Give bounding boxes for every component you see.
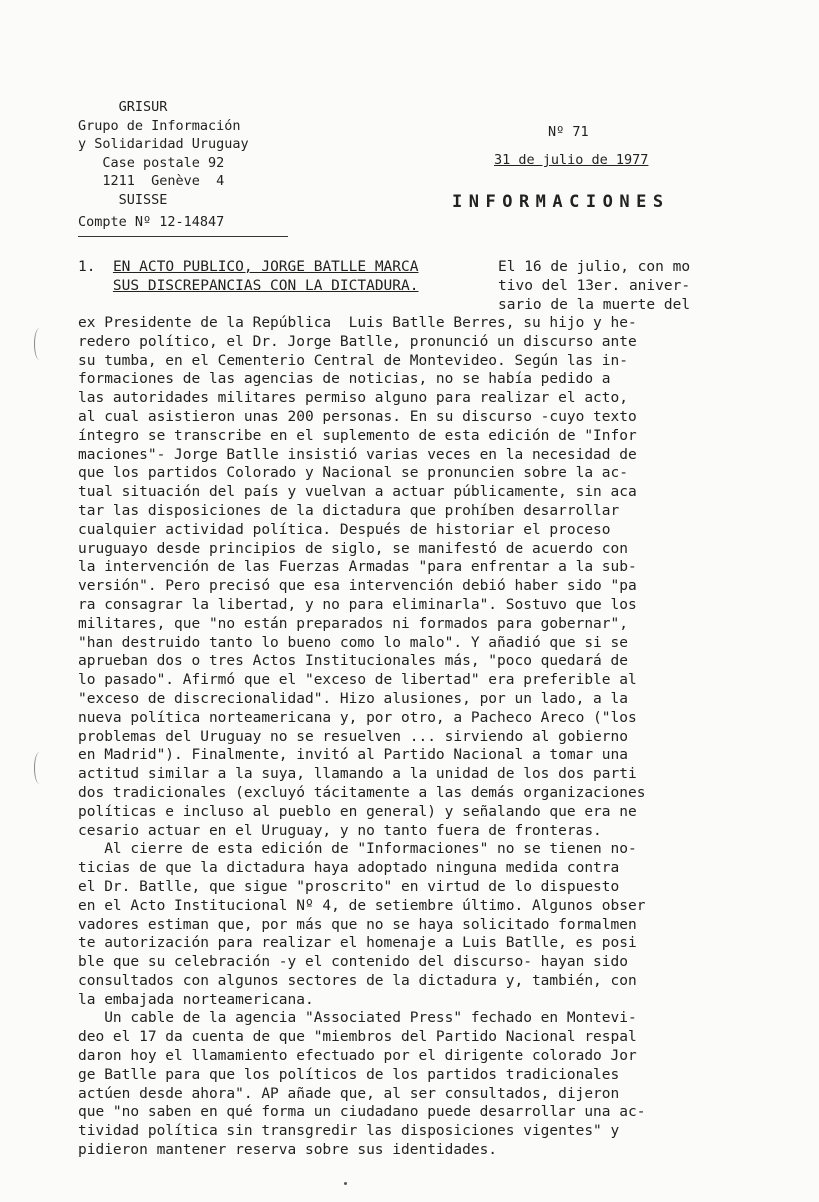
address-line: GRISUR bbox=[78, 99, 168, 115]
body-line: íntegro se transcribe en el suplemento de esta edición de "Infor bbox=[78, 427, 637, 444]
body-line: actitud similar a la suya, llamando a la unidad de los dos parti bbox=[78, 766, 637, 783]
body-line: lo pasado". Afirmó que el "exceso de libertad" era preferible al bbox=[78, 672, 637, 689]
body-line: ge Batlle para que los políticos de los partidos tradicionales bbox=[78, 1066, 620, 1083]
body-line: ble que su celebración -y el contenido del discurso- hayan sido bbox=[78, 954, 628, 971]
article-number: 1. bbox=[78, 259, 96, 275]
body-line: cualquier actividad política. Después de historiar el proceso bbox=[78, 521, 611, 538]
article-body bbox=[78, 314, 738, 1160]
body-line: deo el 17 da cuenta de que "miembros del Partido Nacional respal bbox=[78, 1029, 637, 1046]
body-line: te autorización para realizar el homenaje a Luis Batlle, es posi bbox=[78, 935, 637, 952]
body-line: el Dr. Batlle, que sigue "proscrito" en virtud de lo dispuesto bbox=[78, 878, 620, 895]
body-line: consultados con algunos sectores de la dictadura y, también, con bbox=[78, 972, 637, 989]
body-line: pidieron mantener reserva sobre sus identidades. bbox=[78, 1142, 498, 1159]
issue-date: 31 de julio de 1977 bbox=[494, 152, 649, 168]
body-line: en Madrid"). Finalmente, invitó al Partido Nacional a tomar una bbox=[78, 747, 628, 764]
margin-punch-mark bbox=[34, 328, 45, 360]
body-line: la embajada norteamericana. bbox=[78, 991, 314, 1008]
body-line: aprueban dos o tres Actos Institucionales más, "poco quedará de bbox=[78, 653, 628, 670]
body-line: maciones"- Jorge Batlle insistió varias veces en la necesidad de bbox=[78, 446, 637, 463]
body-line: las autoridades militares permiso alguno para realizar el acto, bbox=[78, 390, 628, 407]
body-line: ra consagrar la libertad, y no para eliminarla". Sostuvo que los bbox=[78, 596, 637, 613]
body-line: nueva política norteamericana y, por otro, a Pacheco Areco ("los bbox=[78, 709, 637, 726]
body-line: ex Presidente de la República Luis Batlle Berres, su hijo y he- bbox=[78, 315, 637, 331]
address-line: 1211 Genève 4 bbox=[78, 173, 225, 189]
address-line: SUISSE bbox=[78, 191, 168, 208]
bulletin-title: INFORMACIONES bbox=[452, 192, 670, 212]
body-line: daron hoy el llamamiento efectuado por el dirigente colorado Jor bbox=[78, 1048, 637, 1065]
intro-line: sario de la muerte del bbox=[498, 297, 691, 313]
body-line: Un cable de la agencia "Associated Press" fechado en Montevi- bbox=[78, 1010, 637, 1027]
body-line: tividad política sin transgredir las disposiciones vigentes" y bbox=[78, 1123, 620, 1140]
body-line: formaciones de las agencias de noticias, no se había pedido a bbox=[78, 371, 611, 388]
page-speck bbox=[344, 1182, 347, 1185]
issue-number: Nº 71 bbox=[548, 124, 589, 140]
body-line: Al cierre de esta edición de "Informaciones" no se tienen no- bbox=[78, 841, 637, 858]
body-line: la intervención de las Fuerzas Armadas "para enfrentar a la sub- bbox=[78, 559, 637, 576]
body-line: "exceso de discrecionalidad". Hizo alusiones, por un lado, a la bbox=[78, 690, 628, 707]
body-line: redero político, el Dr. Jorge Batlle, pronunció un discurso ante bbox=[78, 333, 637, 350]
margin-punch-mark bbox=[34, 752, 45, 784]
body-line: "han destruido tanto lo bueno como lo malo". Y añadió que si se bbox=[78, 634, 628, 651]
article-headline bbox=[78, 258, 418, 296]
header-rule bbox=[78, 236, 288, 237]
body-line: tar las disposiciones de la dictadura que prohíben desarrollar bbox=[78, 502, 620, 519]
headline-line: EN ACTO PUBLICO, JORGE BATLLE MARCA bbox=[112, 259, 419, 275]
body-line: al cual asistieron unas 200 personas. En su discurso -cuyo texto bbox=[78, 408, 637, 425]
body-line: políticas e incluso al pueblo en general) y señalando que era ne bbox=[78, 803, 637, 820]
intro-line: El 16 de julio, con mo bbox=[498, 259, 691, 275]
body-line: vadores estiman que, por más que no se haya solicitado formalmen bbox=[78, 916, 637, 933]
article-intro bbox=[498, 258, 690, 315]
address-line: Case postale 92 bbox=[78, 154, 225, 171]
address-line: Grupo de Información bbox=[78, 117, 241, 134]
body-line: problemas del Uruguay no se resuelven ... sirviendo al gobierno bbox=[78, 728, 628, 745]
body-line: en el Acto Institucional Nº 4, de setiembre último. Algunos obser bbox=[78, 897, 646, 914]
intro-line: tivo del 13er. aniver- bbox=[498, 278, 691, 294]
body-line: versión". Pero precisó que esa intervención debió haber sido "pa bbox=[78, 578, 637, 595]
body-line: ticias de que la dictadura haya adoptado ninguna medida contra bbox=[78, 860, 620, 877]
body-line: que "no saben en qué forma un ciudadano puede desarrollar una ac- bbox=[78, 1104, 646, 1121]
body-line: uruguayo desde principios de siglo, se manifestó de acuerdo con bbox=[78, 540, 628, 557]
account-number: Compte Nº 12-14847 bbox=[78, 214, 225, 230]
address-line: y Solidaridad Uruguay bbox=[78, 136, 249, 152]
body-line: su tumba, en el Cementerio Central de Montevideo. Según las in- bbox=[78, 352, 628, 369]
body-line: cesario actuar en el Uruguay, y no tanto fuera de fronteras. bbox=[78, 822, 602, 839]
body-line: actúen desde ahora". AP añade que, al ser consultados, dijeron bbox=[78, 1085, 620, 1102]
organization-address bbox=[78, 98, 249, 209]
body-line: militares, que "no están preparados ni formados para gobernar", bbox=[78, 615, 628, 632]
body-line: dos tradicionales (excluyó tácitamente a las demás organizaciones bbox=[78, 784, 646, 801]
body-line: que los partidos Colorado y Nacional se pronuncien sobre la ac- bbox=[78, 465, 628, 482]
headline-line: SUS DISCREPANCIAS CON LA DICTADURA. bbox=[112, 278, 419, 294]
body-line: tual situación del país y vuelvan a actuar públicamente, sin aca bbox=[78, 484, 637, 501]
